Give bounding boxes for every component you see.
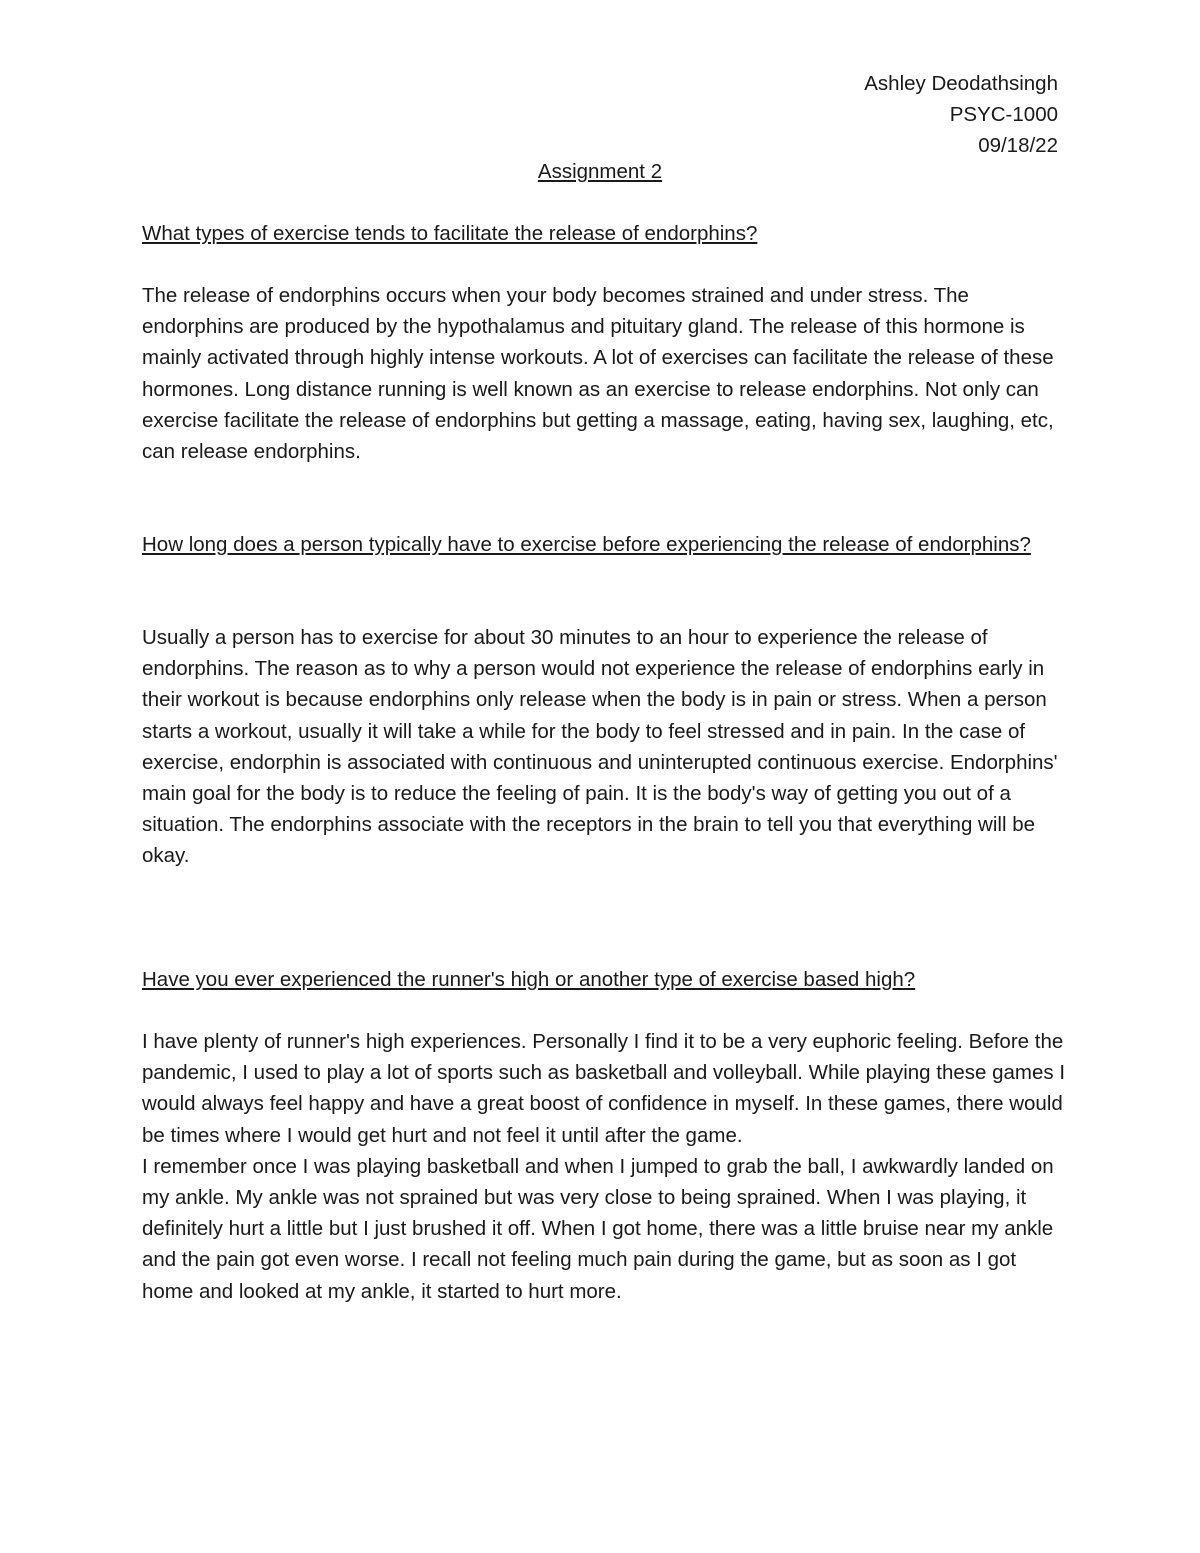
submission-date: 09/18/22: [978, 134, 1058, 157]
answer-3: [142, 1026, 1072, 1307]
assignment-title: Assignment 2: [537, 160, 663, 183]
author-name: Ashley Deodathsingh: [864, 72, 1058, 95]
course-code: PSYC-1000: [949, 103, 1058, 126]
answer-3-paragraph-1: I have plenty of runner's high experiences. Personally I find it to be a very euphoric feeling. Before the pandemic, I used to play a lot of sports such as basketball and volleyball. While playing these games I would always feel happy and have a great boost of confidence in myself. In these games, there would be times where I would get hurt and not feel it until after the game.: [142, 1030, 1066, 1147]
answer-2: Usually a person has to exercise for about 30 minutes to an hour to experience the release of endorphins. The reason as to why a person would not experience the release of endorphins early in their workout is because endorphins only release when the body is in pain or stress. When a person starts a workout, usually it will take a while for the body to feel stressed and in pain. In the case of exercise, endorphin is associated with continuous and uninterupted continuous exercise. Endorphins' main goal for the body is to reduce the feeling of pain. It is the body's way of getting you out of a situation. The endorphins associate with the receptors in the brain to tell you that everything will be okay.: [142, 626, 1058, 868]
answer-1: The release of endorphins occurs when your body becomes strained and under stress. The endorphins are produced by the hypothalamus and pituitary gland. The release of this hormone is mainly activated through highly intense workouts. A lot of exercises can facilitate the release of these hormones. Long distance running is well known as an exercise to release endorphins. Not only can exercise facilitate the release of endorphins but getting a massage, eating, having sex, laughing, etc, can release endorphins.: [142, 284, 1054, 464]
question-2: How long does a person typically have to exercise before experiencing the release of endorphins?: [142, 533, 1031, 556]
question-1: What types of exercise tends to facilitate the release of endorphins?: [142, 222, 758, 245]
answer-3-paragraph-2: I remember once I was playing basketball and when I jumped to grab the ball, I awkwardly landed on my ankle. My ankle was not sprained but was very close to being sprained. When I was playing, it definitely hurt a little but I just brushed it off. When I got home, there was a little bruise near my ankle and the pain got even worse. I recall not feeling much pain during the game, but as soon as I got home and looked at my ankle, it started to hurt more.: [142, 1154, 1054, 1303]
question-3: Have you ever experienced the runner's high or another type of exercise based high?: [142, 968, 916, 991]
document-header: [864, 68, 1058, 161]
